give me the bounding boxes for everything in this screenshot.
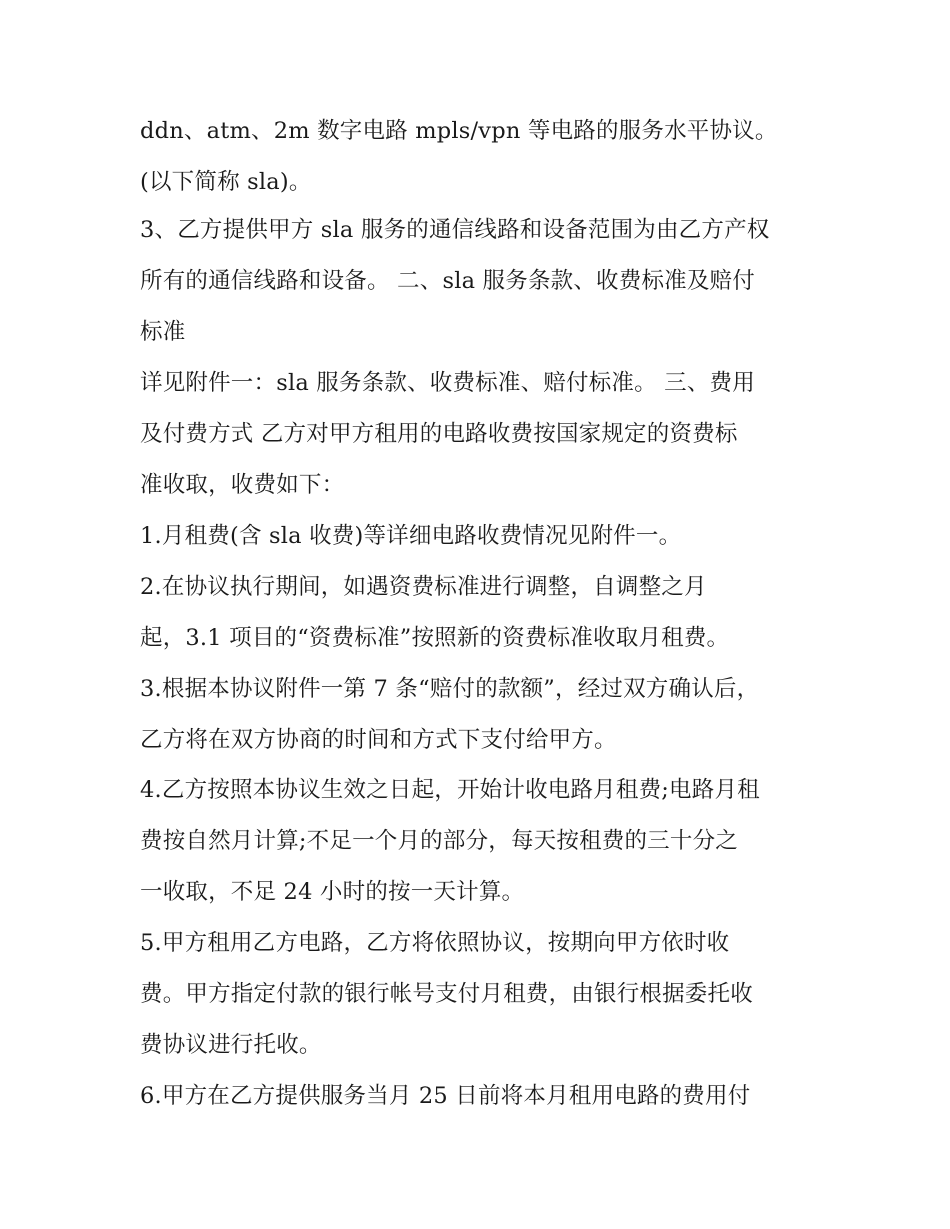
text-line: 标准 bbox=[140, 319, 186, 345]
text-line: 乙方将在双方协商的时间和方式下支付给甲方。 bbox=[140, 727, 617, 753]
text-line: (以下简称 sla)。 bbox=[140, 169, 312, 195]
text-line: 1.月租费(含 sla 收费)等详细电路收费情况见附件一。 bbox=[140, 523, 682, 549]
text-line: 3、乙方提供甲方 sla 服务的通信线路和设备范围为由乙方产权 bbox=[140, 217, 770, 243]
text-line: 费协议进行托收。 bbox=[140, 1032, 322, 1058]
text-line: 3.根据本协议附件一第 7 条“赔付的款额”，经过双方确认后， bbox=[140, 676, 760, 702]
text-line: 起，3.1 项目的“资费标准”按照新的资费标准收取月租费。 bbox=[140, 625, 730, 651]
text-line: 4.乙方按照本协议生效之日起，开始计收电路月租费;电路月租 bbox=[140, 777, 760, 803]
text-line: 费按自然月计算;不足一个月的部分，每天按租费的三十分之 bbox=[140, 828, 738, 854]
text-line: 6.甲方在乙方提供服务当月 25 日前将本月租用电路的费用付 bbox=[140, 1083, 751, 1109]
text-line: 详见附件一：sla 服务条款、收费标准、赔付标准。 三、费用 bbox=[140, 370, 755, 396]
text-line: ddn、atm、2m 数字电路 mpls/vpn 等电路的服务水平协议。 bbox=[140, 118, 778, 144]
text-line: 准收取，收费如下： bbox=[140, 472, 345, 498]
text-line: 费。甲方指定付款的银行帐号支付月租费，由银行根据委托收 bbox=[140, 981, 753, 1007]
text-line: 一收取，不足 24 小时的按一天计算。 bbox=[140, 879, 525, 905]
text-line: 所有的通信线路和设备。 二、sla 服务条款、收费标准及赔付 bbox=[140, 268, 755, 294]
text-line: 2.在协议执行期间，如遇资费标准进行调整，自调整之月 bbox=[140, 574, 707, 600]
text-line: 5.甲方租用乙方电路，乙方将依照协议，按期向甲方依时收 bbox=[140, 930, 730, 956]
text-line: 及付费方式 乙方对甲方租用的电路收费按国家规定的资费标 bbox=[140, 421, 738, 447]
